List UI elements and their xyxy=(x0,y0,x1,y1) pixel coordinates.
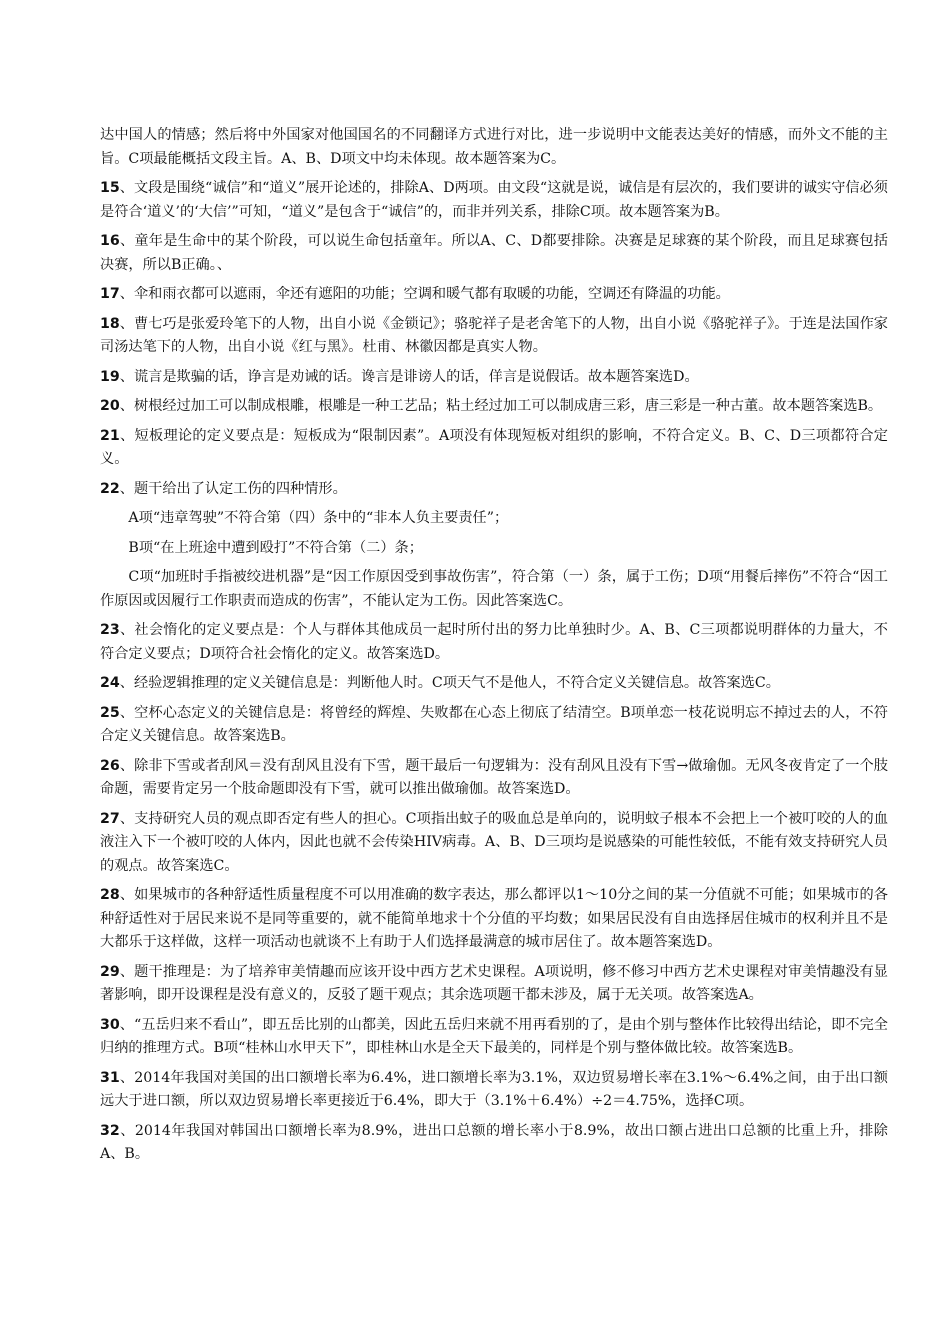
answer-number: 28 xyxy=(100,887,120,903)
answer-text: 、伞和雨衣都可以遮雨，伞还有遮阳的功能；空调和暖气都有取暖的功能，空调还有降温的功能。 xyxy=(119,286,730,302)
answer-text: 、谎言是欺骗的话，诤言是劝诫的话。谗言是诽谤人的话，佯言是说假话。故本题答案选D。 xyxy=(119,368,699,385)
answer-number: 23 xyxy=(100,622,120,638)
answer-27 xyxy=(100,808,888,879)
answer-text: 、童年是生命中的某个阶段，可以说生命包括童年。所以A、C、D都要排除。决赛是足球赛的某个阶段，而且足球赛包括决赛，所以B正确。、 xyxy=(100,233,888,273)
answer-number: 19 xyxy=(100,368,120,385)
answer-18 xyxy=(100,313,888,360)
answer-text: 、短板理论的定义要点是：短板成为“限制因素”。A项没有体现短板对组织的影响，不符合定义。B、C、D三项都符合定义。 xyxy=(100,427,888,467)
answer-number: 25 xyxy=(100,704,120,721)
answer-number: 15 xyxy=(100,180,120,196)
answer-text: 、2014年我国对韩国出口额增长率为8.9%，进出口总额的增长率小于8.9%，故出口额占进出口总额的比重上升，排除A、B。 xyxy=(100,1122,888,1162)
answer-number: 20 xyxy=(100,398,120,414)
answer-26 xyxy=(100,755,888,802)
answer-22-option-b: B项“在上班途中遭到殴打”不符合第（二）条； xyxy=(128,539,423,556)
answer-30 xyxy=(100,1014,888,1061)
answer-number: 32 xyxy=(100,1122,120,1139)
answer-number: 21 xyxy=(100,427,120,444)
answer-20 xyxy=(100,395,888,419)
answer-19 xyxy=(100,366,888,390)
answer-number: 30 xyxy=(100,1016,120,1033)
answer-number: 31 xyxy=(100,1069,120,1086)
answer-text: 、2014年我国对美国的出口额增长率为6.4%，进口额增长率为3.1%，双边贸易增长率在3.1%～6.4%之间，由于出口额远大于进口额，所以双边贸易增长率更接近于6.4%，即大于（3.1%＋6.4%）÷2＝4.75%，选择C项。 xyxy=(100,1069,888,1109)
answer-16 xyxy=(100,230,888,277)
answer-22 xyxy=(100,478,888,502)
answer-text: 、支持研究人员的观点即否定有些人的担心。C项指出蚊子的吸血总是单向的，说明蚊子根本不会把上一个被叮咬的人的血液注入下一个被叮咬的人体内，因此也就不会传染HIV病毒。A、B、D三项均是说感染的可能性较低，不能有效支持研究人员的观点。故答案选C。 xyxy=(100,810,889,874)
answer-22-option-c-d: C项“加班时手指被绞进机器”是“因工作原因受到事故伤害”，符合第（一）条，属于工伤；D项“用餐后摔伤”不符合“因工作原因或因履行工作职责而造成的伤害”，不能认定为工伤。因此答案选C。 xyxy=(100,569,888,609)
answer-17 xyxy=(100,283,888,307)
answer-25 xyxy=(100,702,888,749)
answer-29 xyxy=(100,961,888,1008)
answer-21 xyxy=(100,425,888,472)
answer-number: 24 xyxy=(100,675,120,691)
intro-paragraph: 达中国人的情感；然后将中外国家对他国国名的不同翻译方式进行对比，进一步说明中文能表达美好的情感，而外文不能的主旨。C项最能概括文段主旨。A、B、D项文中均未体现。故本题答案为C。 xyxy=(100,127,888,167)
answer-number: 17 xyxy=(100,286,120,302)
answer-24 xyxy=(100,672,888,696)
answer-number: 26 xyxy=(100,757,120,774)
answer-31 xyxy=(100,1067,888,1114)
answer-number: 29 xyxy=(100,963,120,980)
answer-28 xyxy=(100,884,888,955)
answer-text: 、空杯心态定义的关键信息是：将曾经的辉煌、失败都在心态上彻底了结清空。B项单恋一枝花说明忘不掉过去的人，不符合定义关键信息。故答案选B。 xyxy=(100,704,888,744)
answer-text: 、经验逻辑推理的定义关键信息是：判断他人时。C项天气不是他人，不符合定义关键信息。故答案选C。 xyxy=(119,675,780,691)
answer-number: 22 xyxy=(100,480,120,497)
answer-text: 、除非下雪或者刮风＝没有刮风且没有下雪，题干最后一句逻辑为：没有刮风且没有下雪→做瑜伽。无风冬夜肯定了一个肢命题，需要肯定另一个肢命题即没有下雪，就可以推出做瑜伽。故答案选D。 xyxy=(100,757,888,797)
answer-15 xyxy=(100,177,888,224)
answer-number: 18 xyxy=(100,315,120,332)
answer-32 xyxy=(100,1120,888,1167)
answer-23 xyxy=(100,619,888,666)
answer-text: 、文段是围绕“诚信”和“道义”展开论述的，排除A、D两项。由文段“这就是说，诚信是有层次的，我们要讲的诚实守信必须是符合‘道义’的‘大信’”可知，“道义”是包含于“诚信”的，而非并列关系，排除C项。故本题答案为B。 xyxy=(100,180,888,220)
answer-text: 、题干给出了认定工伤的四种情形。 xyxy=(119,480,347,497)
answer-number: 27 xyxy=(100,810,120,827)
answer-22-option-a: A项“违章驾驶”不符合第（四）条中的“非本人负主要责任”； xyxy=(128,510,509,526)
answer-text: 、题干推理是：为了培养审美情趣而应该开设中西方艺术史课程。A项说明，修不修习中西方艺术史课程对审美情趣没有显著影响，即开设课程是没有意义的，反驳了题干观点；其余选项题干都未涉及，属于无关项。故答案选A。 xyxy=(100,963,888,1003)
answer-number: 16 xyxy=(100,233,120,249)
answer-text: 、“五岳归来不看山”，即五岳比别的山都美，因此五岳归来就不用再看别的了，是由个别与整体作比较得出结论，即不完全归纳的推理方式。B项“桂林山水甲天下”，即桂林山水是全天下最美的，同样是个别与整体做比较。故答案选B。 xyxy=(100,1016,888,1056)
answer-text: 、社会惰化的定义要点是：个人与群体其他成员一起时所付出的努力比单独时少。A、B、C三项都说明群体的力量大，不符合定义要点；D项符合社会惰化的定义。故答案选D。 xyxy=(100,622,888,662)
answer-text: 、如果城市的各种舒适性质量程度不可以用准确的数字表达，那么都评以1～10分之间的某一分值就不可能；如果城市的各种舒适性对于居民来说不是同等重要的，就不能简单地求十个分值的平均数；如果居民没有自由选择居住城市的权利并且不是大都乐于这样做，这样一项活动也就谈不上有助于人们选择最满意的城市居住了。故本题答案选D。 xyxy=(100,887,888,950)
answer-text: 、曹七巧是张爱玲笔下的人物，出自小说《金锁记》；骆驼祥子是老舍笔下的人物，出自小说《骆驼祥子》。于连是法国作家司汤达笔下的人物，出自小说《红与黑》。杜甫、林徽因都是真实人物。 xyxy=(100,315,888,355)
answer-text: 、树根经过加工可以制成根雕，根雕是一种工艺品；粘土经过加工可以制成唐三彩，唐三彩是一种古董。故本题答案选B。 xyxy=(119,398,883,414)
